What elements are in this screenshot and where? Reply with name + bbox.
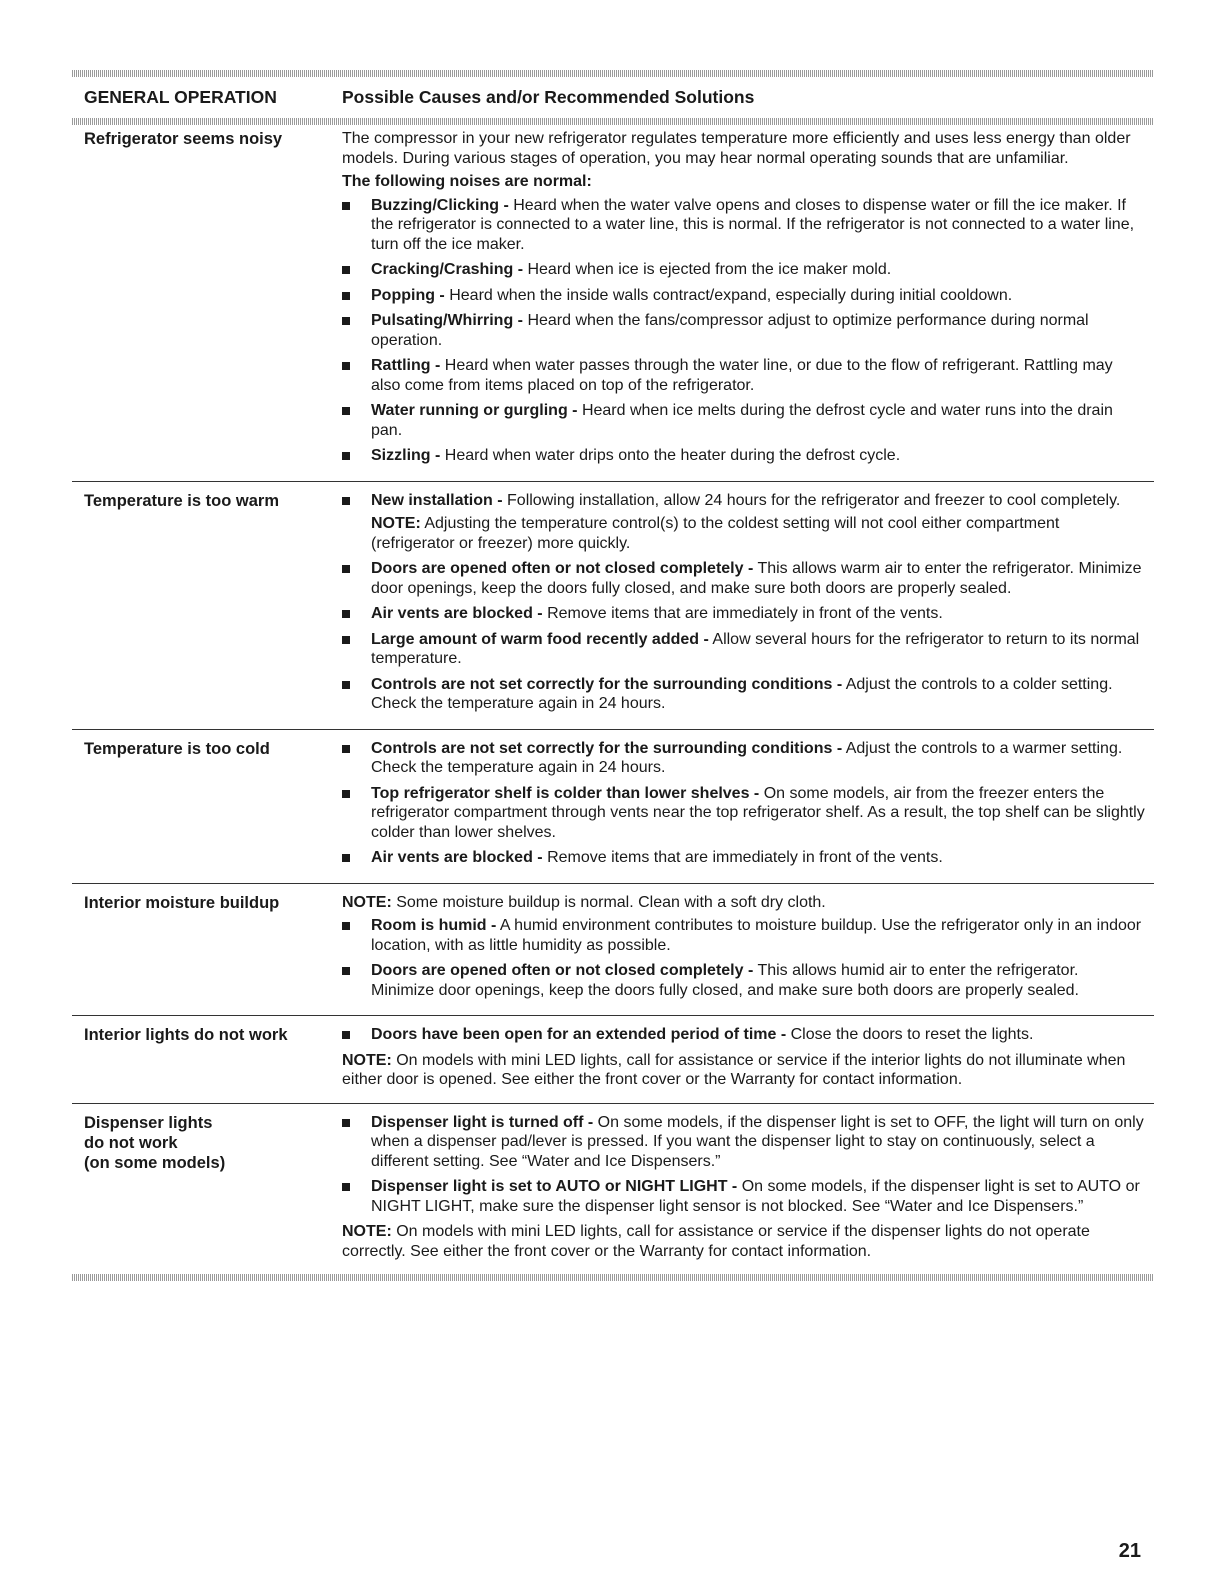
problem-line: do not work <box>84 1133 178 1152</box>
item-term: Doors are opened often or not closed completely - <box>371 962 754 979</box>
item-text: On some models, if the dispenser light is set to OFF, the light will turn on only when a dispenser pad/lever is pressed. If you want the dispenser light to stay on continuously, select a different setting. See “Water and Ice Dispensers.” <box>371 1113 1144 1170</box>
problem-line: (on some models) <box>84 1153 226 1172</box>
problem-label: Refrigerator seems noisy <box>84 130 283 148</box>
note-label: NOTE: <box>342 1051 392 1069</box>
note <box>342 1222 1146 1261</box>
solution <box>342 1025 1154 1094</box>
intro-text: The compressor in your new refrigerator regulates temperature more efficiently and uses less energy than older models. During various stages of operation, you may hear normal operating sounds that are unfamiliar. <box>342 130 1131 167</box>
section-interior-lights <box>72 1015 1154 1103</box>
bullet-list <box>342 1025 1146 1045</box>
problem-label: Temperature is too warm <box>84 491 279 510</box>
problem-label: Temperature is too cold <box>84 739 270 758</box>
list-item <box>342 196 1146 255</box>
list-item <box>342 1025 1146 1045</box>
item-term: Water running or gurgling - <box>371 402 578 419</box>
item-term: Doors are opened often or not closed completely - <box>371 560 754 577</box>
note-text: On models with mini LED lights, call for assistance or service if the dispenser lights do not operate correctly. See either the front cover or the Warranty for contact information. <box>342 1223 1090 1260</box>
page-number: 21 <box>1118 1540 1141 1562</box>
item-term: Rattling - <box>371 357 441 374</box>
list-item <box>342 739 1146 778</box>
item-term: Air vents are blocked - <box>371 605 543 622</box>
problem-line: Dispenser lights <box>84 1113 213 1132</box>
list-item <box>342 630 1146 669</box>
problem-label: Interior lights do not work <box>84 1026 288 1044</box>
item-text: Following installation, allow 24 hours for the refrigerator and freezer to cool completely. <box>502 491 1121 509</box>
item-text: This allows warm air to enter the refrigerator. Minimize door openings, keep the doors fully closed, and make sure both doors are properly sealed. <box>371 560 1142 597</box>
list-item <box>342 784 1146 843</box>
item-text: Heard when the fans/compressor adjust to optimize performance during normal operation. <box>371 312 1089 349</box>
note-text: Adjusting the temperature control(s) to the coldest setting will not cool either compartment (refrigerator or freezer) more quickly. <box>371 515 1060 552</box>
note-text: Some moisture buildup is normal. Clean with a soft dry cloth. <box>391 893 826 911</box>
item-term: Controls are not set correctly for the surrounding conditions - <box>371 675 843 693</box>
item-term: New installation - <box>371 491 503 509</box>
item-text: Allow several hours for the refrigerator to return to its normal temperature. <box>371 630 1140 667</box>
item-text: Adjust the controls to a warmer setting. Check the temperature again in 24 hours. <box>371 739 1123 776</box>
section-dispenser-lights <box>72 1103 1154 1275</box>
list-item <box>342 559 1146 598</box>
note-label: NOTE: <box>371 515 421 532</box>
solution <box>342 491 1154 720</box>
table-header <box>72 77 1154 118</box>
item-text: On some models, if the dispenser light is set to AUTO or NIGHT LIGHT, make sure the dispenser light sensor is not blocked. See “Water and Ice Dispensers.” <box>371 1178 1140 1215</box>
note <box>371 514 1146 553</box>
list-item <box>342 356 1146 395</box>
item-text: Heard when the inside walls contract/expand, especially during initial cooldown. <box>444 286 1013 304</box>
section-too-warm <box>72 481 1154 729</box>
list-item <box>342 848 1146 868</box>
item-text: A humid environment contributes to moisture buildup. Use the refrigerator only in an indoor location, with as little humidity as possible. <box>371 917 1142 954</box>
item-term: Large amount of warm food recently added - <box>371 630 709 648</box>
item-text: Remove items that are immediately in front of the vents. <box>542 849 943 866</box>
item-text: Adjust the controls to a colder setting. Check the temperature again in 24 hours. <box>371 675 1113 712</box>
normal-noises-heading: The following noises are normal: <box>342 173 592 190</box>
list-item <box>342 311 1146 350</box>
item-text: Remove items that are immediately in front of the vents. <box>542 605 943 622</box>
item-term: Top refrigerator shelf is colder than lower shelves - <box>371 784 760 802</box>
item-text: This allows humid air to enter the refrigerator. Minimize door openings, keep the doors fully closed, and make sure both doors are properly sealed. <box>371 962 1079 999</box>
note <box>342 1051 1146 1090</box>
list-item <box>342 260 1146 280</box>
top-divider <box>72 70 1154 77</box>
item-text: Heard when water drips onto the heater during the defrost cycle. <box>440 447 901 464</box>
item-term: Controls are not set correctly for the surrounding conditions - <box>371 739 843 757</box>
item-text: Heard when water passes through the water line, or due to the flow of refrigerant. Rattling may also come from items placed on top of the refrigerator. <box>371 357 1113 394</box>
header-causes-solutions: Possible Causes and/or Recommended Solutions <box>342 87 755 107</box>
solution <box>342 129 1154 472</box>
item-term: Sizzling - <box>371 447 441 464</box>
list-item <box>342 401 1146 440</box>
item-term: Room is humid - <box>371 917 497 934</box>
solution <box>342 1113 1154 1266</box>
problem-label: Interior moisture buildup <box>84 893 280 912</box>
bottom-divider <box>72 1274 1154 1281</box>
bullet-list <box>342 739 1146 868</box>
item-term: Buzzing/Clicking - <box>371 196 509 214</box>
section-noisy <box>72 125 1154 481</box>
note <box>342 893 1146 913</box>
item-term: Dispenser light is turned off - <box>371 1113 594 1131</box>
bullet-list <box>342 196 1146 466</box>
list-item <box>342 286 1146 306</box>
bullet-list <box>342 491 1146 714</box>
item-term: Popping - <box>371 286 445 304</box>
item-term: Air vents are blocked - <box>371 849 543 866</box>
list-item <box>342 916 1146 955</box>
troubleshooting-table <box>72 70 1154 1281</box>
section-moisture <box>72 883 1154 1016</box>
list-item <box>342 491 1146 554</box>
bullet-list <box>342 916 1146 1000</box>
bullet-list <box>342 1113 1146 1217</box>
header-general-operation: GENERAL OPERATION <box>84 87 277 107</box>
list-item <box>342 604 1146 624</box>
item-term: Cracking/Crashing - <box>371 261 524 278</box>
item-text: Heard when ice is ejected from the ice maker mold. <box>523 261 892 278</box>
note-label: NOTE: <box>342 893 392 911</box>
item-text: Heard when ice melts during the defrost cycle and water runs into the drain pan. <box>371 402 1113 439</box>
note-label: NOTE: <box>342 1223 392 1240</box>
item-text: Close the doors to reset the lights. <box>786 1026 1034 1043</box>
solution <box>342 739 1154 874</box>
item-term: Dispenser light is set to AUTO or NIGHT LIGHT - <box>371 1178 738 1195</box>
list-item <box>342 1177 1146 1216</box>
item-text: On some models, air from the freezer enters the refrigerator compartment through vents near the top refrigerator shelf. As a result, the top shelf can be slightly colder than lower shelves. <box>371 784 1145 841</box>
list-item <box>342 446 1146 466</box>
item-text: Heard when the water valve opens and closes to dispense water or fill the ice maker. If the refrigerator is connected to a water line, this is normal. If the refrigerator is not connected to a water line, turn off the ice maker. <box>371 196 1135 253</box>
item-term: Doors have been open for an extended period of time - <box>371 1026 787 1043</box>
list-item <box>342 675 1146 714</box>
header-divider <box>72 118 1154 125</box>
problem-label <box>84 1113 342 1266</box>
list-item <box>342 1113 1146 1172</box>
item-term: Pulsating/Whirring - <box>371 312 523 329</box>
note-text: On models with mini LED lights, call for assistance or service if the interior lights do not illuminate when either door is opened. See either the front cover or the Warranty for contact information. <box>342 1051 1126 1088</box>
solution <box>342 893 1154 1007</box>
section-too-cold <box>72 729 1154 883</box>
list-item <box>342 961 1146 1000</box>
